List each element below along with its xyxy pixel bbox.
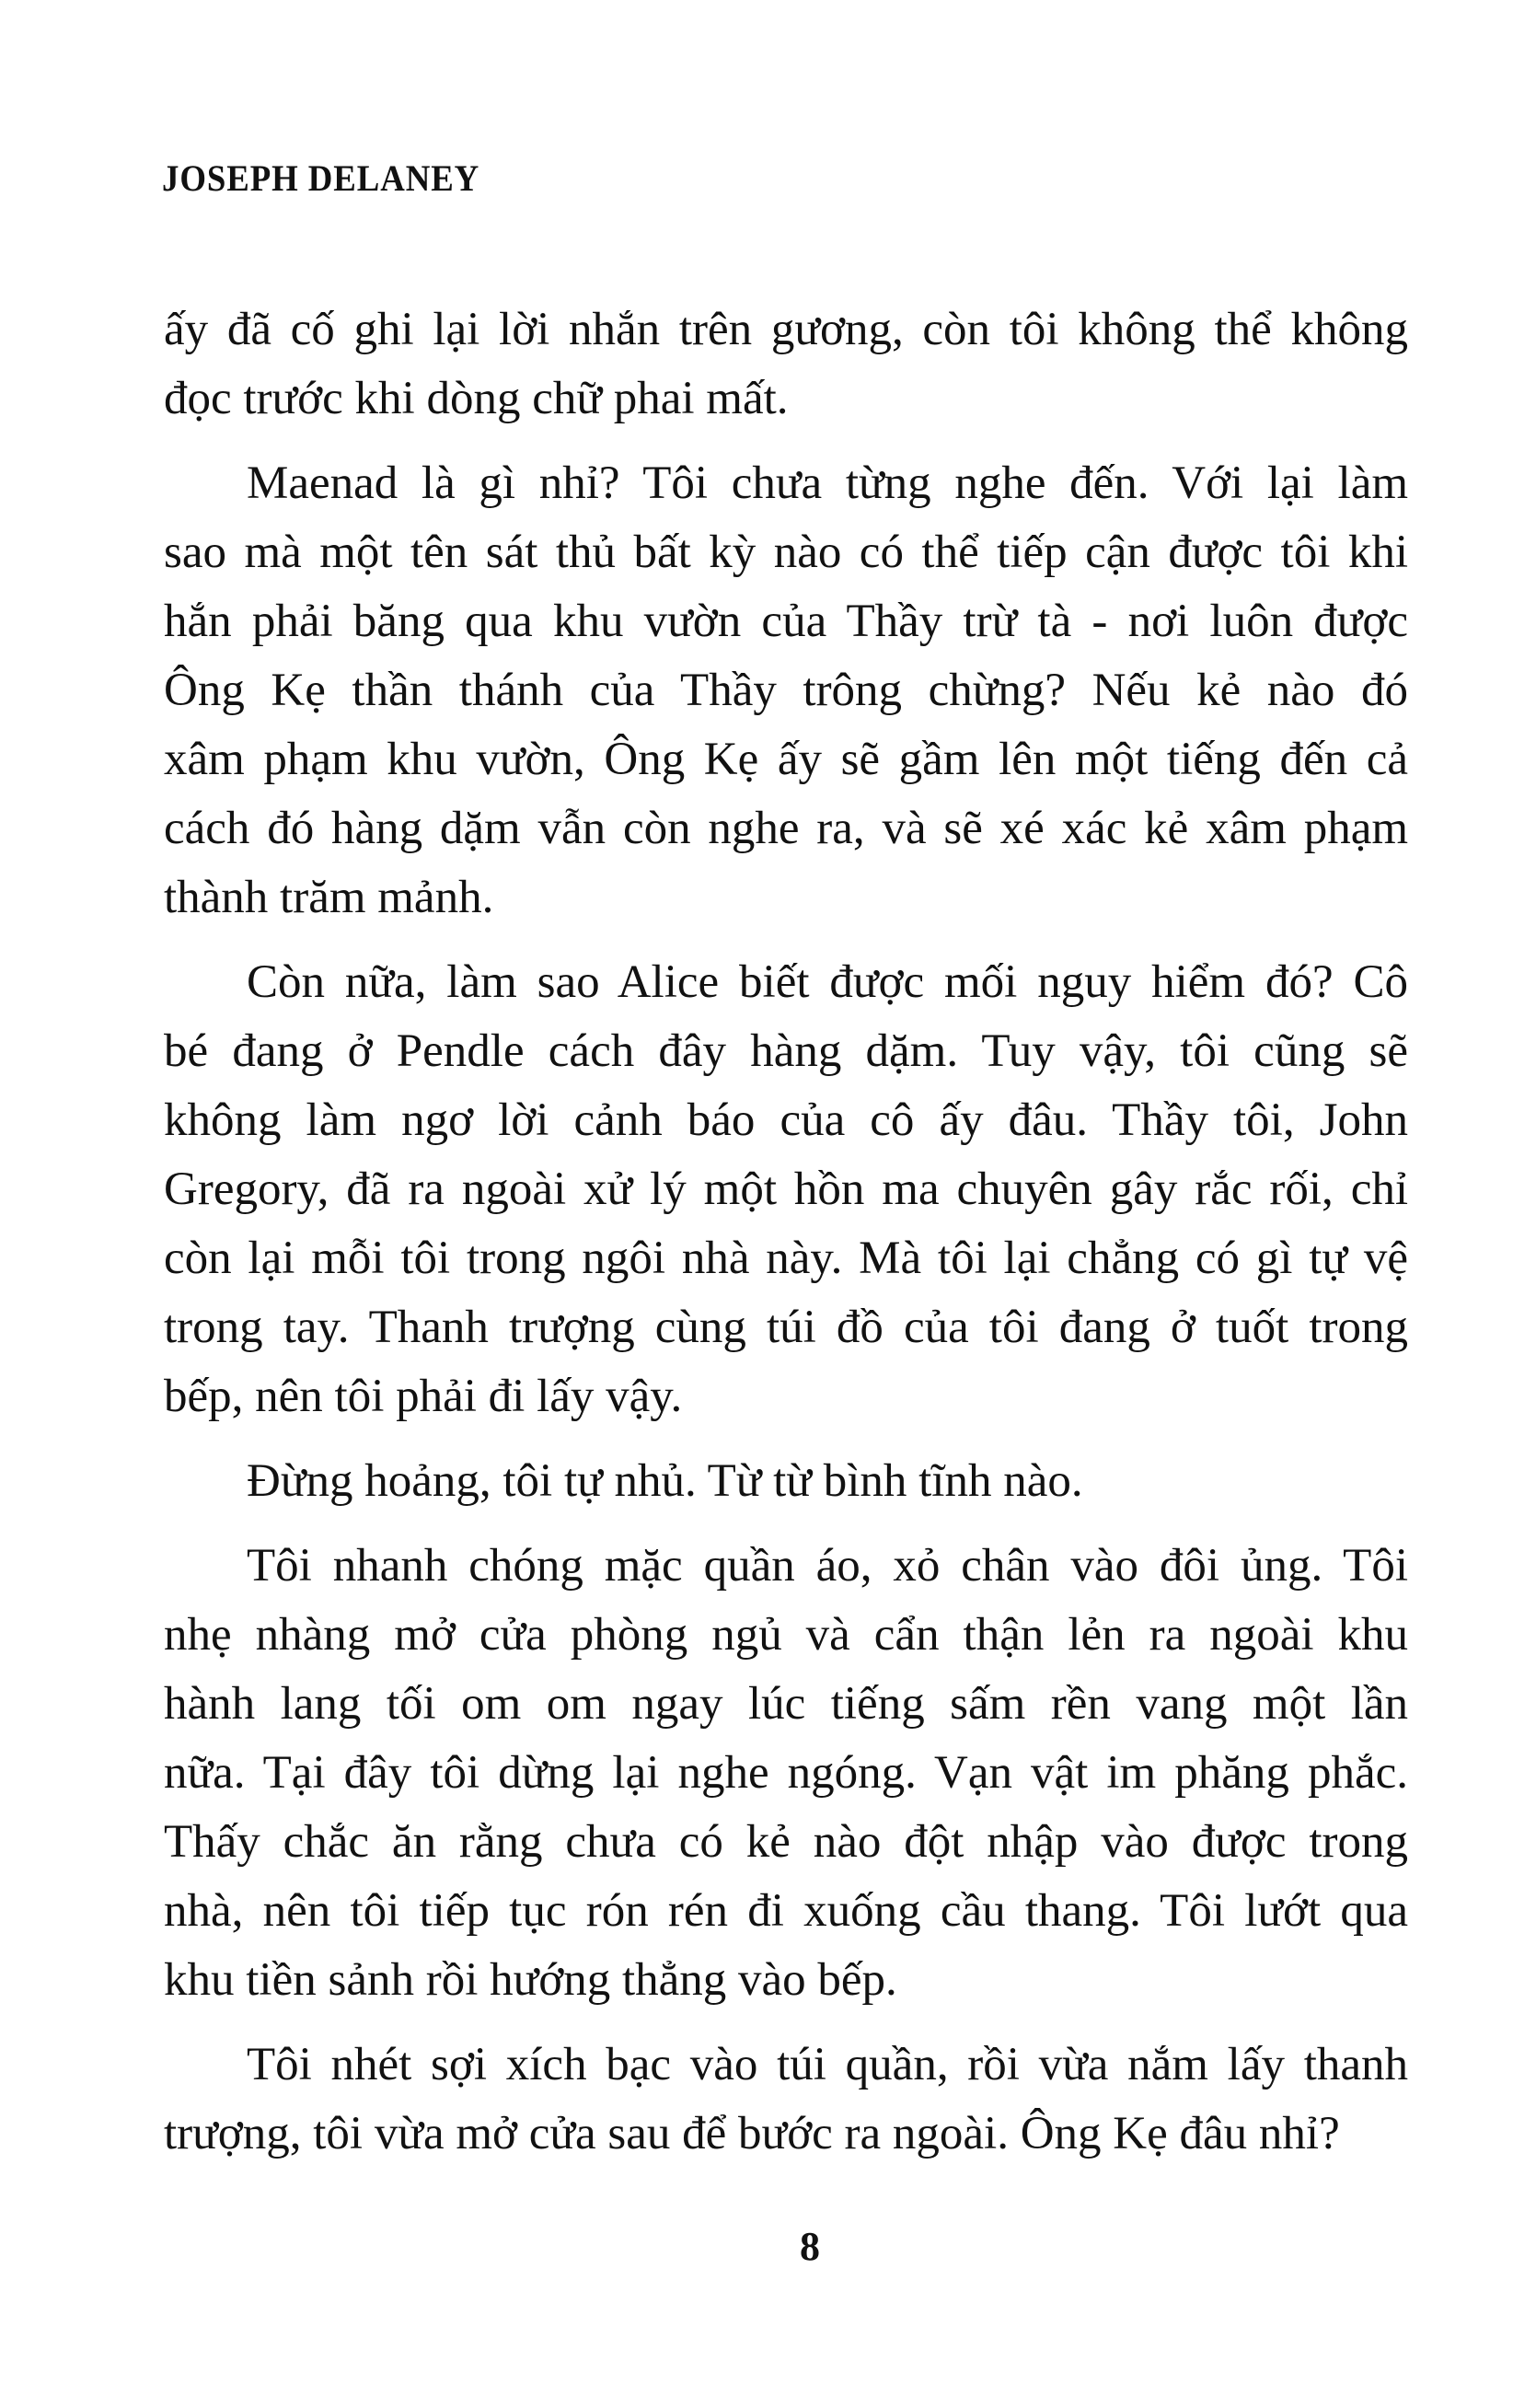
text-line: Còn nữa, làm sao Alice biết được mối nguy hiểm đó? Cô [247, 956, 1408, 1008]
paragraph [164, 1447, 1408, 1516]
text-line: hắn phải băng qua khu vườn của Thầy trừ tà - nơi luôn được [164, 596, 1408, 647]
page-number: 8 [800, 2224, 820, 2269]
page-body [164, 295, 1408, 2184]
text-line: bé đang ở Pendle cách đây hàng dặm. Tuy vậy, tôi cũng sẽ [164, 1025, 1408, 1077]
text-line: Gregory, đã ra ngoài xử lý một hồn ma chuyên gây rắc rối, chỉ [164, 1163, 1408, 1215]
text-line: cách đó hàng dặm vẫn còn nghe ra, và sẽ xé xác kẻ xâm phạm [164, 803, 1408, 854]
text-line: Tôi nhanh chóng mặc quần áo, xỏ chân vào đôi ủng. Tôi [247, 1540, 1408, 1592]
text-line: thành trăm mảnh. [164, 872, 494, 923]
text-line: khu tiền sảnh rồi hướng thẳng vào bếp. [164, 1954, 897, 2006]
text-line: không làm ngơ lời cảnh báo của cô ấy đâu. Thầy tôi, John [164, 1094, 1408, 1146]
paragraph [164, 295, 1408, 434]
text-line: đọc trước khi dòng chữ phai mất. [164, 373, 789, 424]
text-line: xâm phạm khu vườn, Ông Kẹ ấy sẽ gầm lên một tiếng đến cả [164, 734, 1408, 785]
running-header: JOSEPH DELANEY [162, 157, 480, 199]
text-line: còn lại mỗi tôi trong ngôi nhà này. Mà tôi lại chẳng có gì tự vệ [164, 1233, 1408, 1284]
text-line: nhà, nên tôi tiếp tục rón rén đi xuống cầu thang. Tôi lướt qua [164, 1885, 1408, 1937]
paragraph [164, 948, 1408, 1431]
text-line: bếp, nên tôi phải đi lấy vậy. [164, 1371, 683, 1422]
text-line: Tôi nhét sợi xích bạc vào túi quần, rồi vừa nắm lấy thanh [247, 2039, 1408, 2090]
text-line: Đừng hoảng, tôi tự nhủ. Từ từ bình tĩnh nào. [247, 1455, 1083, 1507]
text-line: Thấy chắc ăn rằng chưa có kẻ nào đột nhập vào được trong [164, 1816, 1408, 1868]
text-line: trượng, tôi vừa mở cửa sau để bước ra ngoài. Ông Kẹ đâu nhỉ? [164, 2108, 1340, 2159]
text-line: hành lang tối om om ngay lúc tiếng sấm rền vang một lần [164, 1678, 1408, 1730]
text-line: ấy đã cố ghi lại lời nhắn trên gương, còn tôi không thể không [164, 304, 1408, 355]
paragraph [164, 1532, 1408, 2015]
text-line: Ông Kẹ thần thánh của Thầy trông chừng? Nếu kẻ nào đó [164, 665, 1408, 716]
text-line: sao mà một tên sát thủ bất kỳ nào có thể tiếp cận được tôi khi [164, 527, 1408, 578]
paragraph [164, 449, 1408, 932]
text-line: nữa. Tại đây tôi dừng lại nghe ngóng. Vạn vật im phăng phắc. [164, 1747, 1408, 1799]
paragraph [164, 2031, 1408, 2169]
text-line: trong tay. Thanh trượng cùng túi đồ của tôi đang ở tuốt trong [164, 1302, 1408, 1353]
text-line: Maenad là gì nhỉ? Tôi chưa từng nghe đến. Với lại làm [247, 457, 1408, 509]
text-line: nhẹ nhàng mở cửa phòng ngủ và cẩn thận lẻn ra ngoài khu [164, 1609, 1408, 1661]
